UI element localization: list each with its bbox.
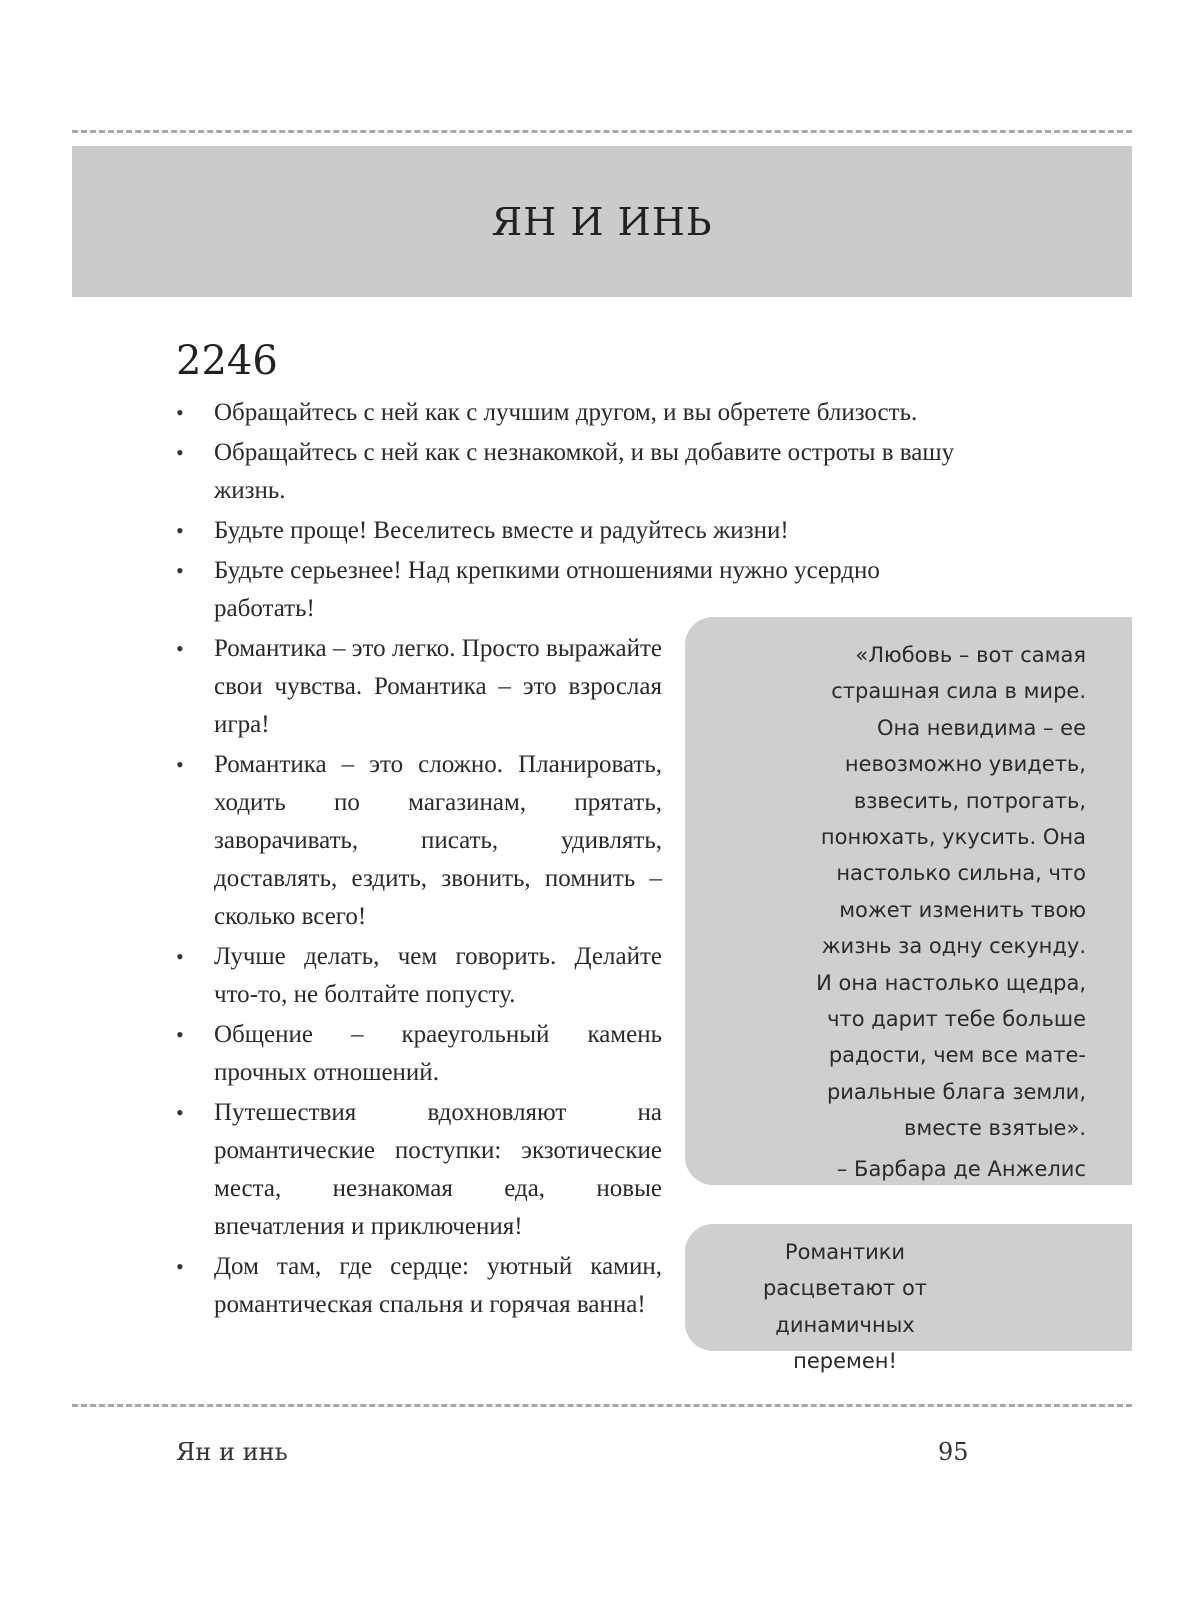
- bottom-dashed-divider: [72, 1404, 1132, 1407]
- list-item: [176, 394, 986, 432]
- tip-sidebar: [685, 1224, 1132, 1374]
- bullet-icon: •: [176, 518, 184, 543]
- bullet-list-top: [176, 394, 986, 630]
- list-item: [176, 746, 662, 936]
- list-item-text: Романтика – это сложно. Планировать, ходить по магазинам, прятать, заворачивать, писать, удивлять, доставлять, ездить, звонить, помнить – сколько всего!: [214, 751, 662, 930]
- bullet-icon: •: [176, 558, 184, 583]
- list-item: [176, 434, 986, 510]
- bullet-icon: •: [176, 636, 184, 661]
- list-item-text: Общение – краеугольный камень прочных отношений.: [214, 1021, 662, 1086]
- list-item: [176, 1094, 662, 1246]
- list-item-text: Путешествия вдохновляют на романтические поступки: экзотические места, незнакомая еда, новые впечатления и приключения!: [214, 1099, 662, 1240]
- list-item: [176, 1248, 662, 1324]
- bullet-icon: •: [176, 1254, 184, 1279]
- list-item-text: Лучше делать, чем говорить. Делайте что-то, не болтайте попусту.: [214, 943, 662, 1008]
- section-number: 2246: [176, 338, 278, 384]
- list-item-text: Обращайтесь с ней как с незнакомкой, и вы добавите остроты в вашу жизнь.: [214, 439, 955, 504]
- chapter-title: ЯН И ИНЬ: [491, 199, 713, 244]
- list-item-text: Дом там, где сердце: уютный камин, романтическая спальня и горячая ванна!: [214, 1253, 662, 1318]
- list-item-text: Будьте серьезнее! Над крепкими отношениями нужно усердно работать!: [214, 557, 880, 622]
- chapter-title-band: [72, 146, 1132, 297]
- top-dashed-divider: [72, 130, 1132, 133]
- bullet-list-side: [176, 630, 662, 1326]
- bullet-icon: •: [176, 440, 184, 465]
- quote-author: – Барбара де Анжелис: [836, 1156, 1086, 1181]
- page-number: 95: [938, 1438, 969, 1466]
- running-title: Ян и инь: [176, 1438, 288, 1466]
- list-item: [176, 1016, 662, 1092]
- bullet-icon: •: [176, 944, 184, 969]
- bullet-icon: •: [176, 752, 184, 777]
- list-item: [176, 630, 662, 744]
- quote-text: «Любовь – вот самая страшная сила в мире. Она невидима – ее невозможно увидеть, взвесить, потрогать, понюхать, укусить. Она настолько сильна, что может изменить твою жизнь за одну секунду. И она настолько щедра, что дарит тебе больше радости, чем все мате- риальные блага земли, вместе взятые».: [816, 643, 1086, 1141]
- bullet-icon: •: [176, 1022, 184, 1047]
- list-item-text: Романтика – это легко. Просто выражайте свои чувства. Романтика – это взрослая игра!: [214, 635, 662, 738]
- list-item-text: Обращайтесь с ней как с лучшим другом, и вы обретете близость.: [214, 399, 918, 426]
- bullet-icon: •: [176, 400, 184, 425]
- list-item: [176, 512, 986, 550]
- list-item: [176, 938, 662, 1014]
- bullet-icon: •: [176, 1100, 184, 1125]
- tip-text: Романтики расцветают от динамичных перемен!: [762, 1240, 928, 1374]
- list-item-text: Будьте проще! Веселитесь вместе и радуйтесь жизни!: [214, 517, 789, 544]
- quote-sidebar: [685, 617, 1132, 1185]
